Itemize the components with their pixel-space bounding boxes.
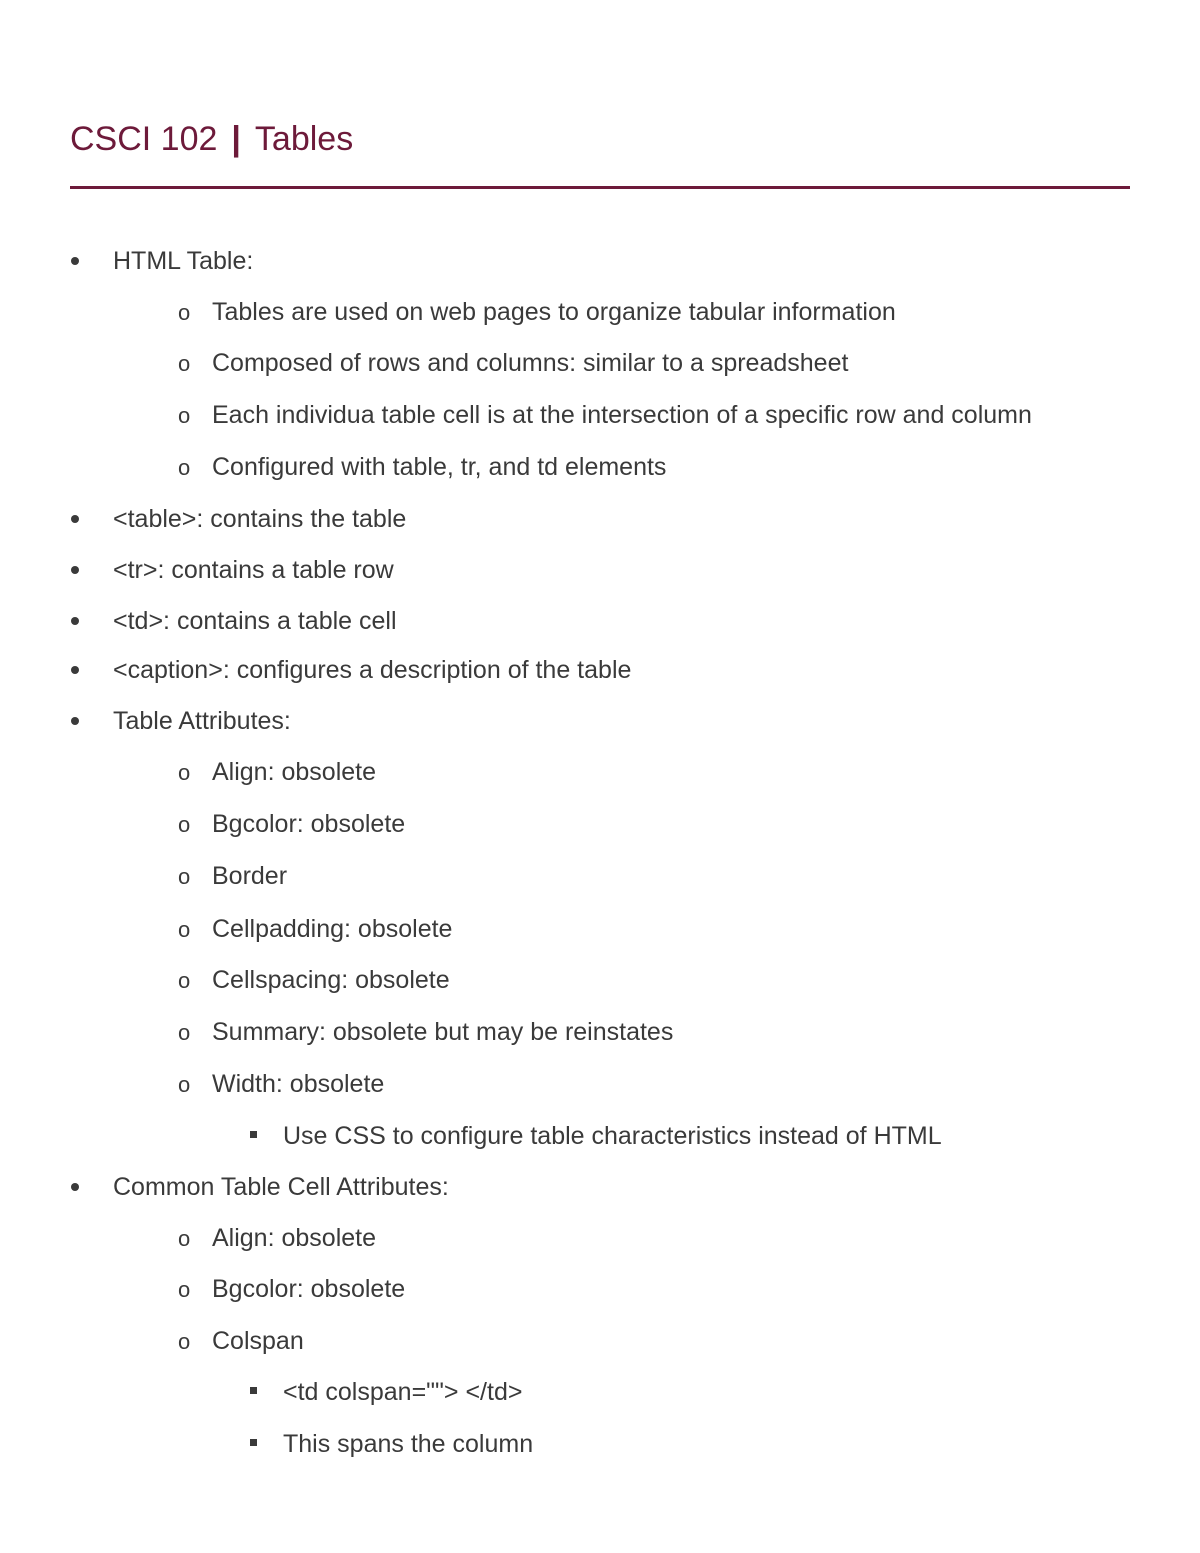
bullet-circle-icon: o (178, 917, 191, 942)
topic-title: Tables (254, 120, 354, 158)
bullet-circle-icon: o (178, 351, 191, 376)
bullet-circle-icon: o (178, 300, 191, 325)
page-title (70, 120, 353, 159)
bullet-dot-icon (71, 617, 79, 625)
bullet-circle-icon: o (178, 864, 191, 889)
list-item: Configured with table, tr, and td elements (212, 453, 667, 481)
list-item: Cellspacing: obsolete (212, 966, 450, 994)
bullet-circle-icon: o (178, 403, 191, 428)
list-item: <tr>: contains a table row (113, 556, 394, 584)
bullet-circle-icon: o (178, 1277, 191, 1302)
bullet-circle-icon: o (178, 1072, 191, 1097)
list-item: Use CSS to configure table characteristics instead of HTML (283, 1122, 942, 1150)
bullet-dot-icon (71, 515, 79, 523)
bullet-circle-icon: o (178, 760, 191, 785)
bullet-square-icon (250, 1439, 257, 1446)
bullet-circle-icon: o (178, 455, 191, 480)
list-item: Bgcolor: obsolete (212, 810, 406, 838)
bullet-circle-icon: o (178, 1020, 191, 1045)
list-item: Summary: obsolete but may be reinstates (212, 1018, 674, 1046)
list-item: <caption>: configures a description of the table (113, 656, 632, 684)
bullet-circle-icon: o (178, 1329, 191, 1354)
list-item: Bgcolor: obsolete (212, 1275, 406, 1303)
bullet-dot-icon (71, 566, 79, 574)
title-underline (70, 186, 1130, 189)
list-item: Tables are used on web pages to organize tabular information (212, 298, 896, 326)
bullet-dot-icon (71, 717, 79, 725)
title-separator: | (231, 120, 241, 158)
list-item: <td colspan=""> </td> (283, 1378, 523, 1406)
bullet-square-icon (250, 1387, 257, 1394)
list-item: Composed of rows and columns: similar to a spreadsheet (212, 349, 849, 377)
bullet-circle-icon: o (178, 812, 191, 837)
course-code: CSCI 102 (70, 120, 218, 158)
list-item: Border (212, 862, 288, 890)
list-item: Align: obsolete (212, 758, 377, 786)
bullet-square-icon (250, 1131, 257, 1138)
list-item: Table Attributes: (113, 707, 291, 735)
list-item: Common Table Cell Attributes: (113, 1173, 449, 1201)
list-item: Each individua table cell is at the intersection of a specific row and column (212, 401, 1032, 429)
bullet-circle-icon: o (178, 1226, 191, 1251)
bullet-dot-icon (71, 666, 79, 674)
list-item: HTML Table: (113, 247, 254, 275)
bullet-circle-icon: o (178, 968, 191, 993)
list-item: Width: obsolete (212, 1070, 385, 1098)
list-item: <table>: contains the table (113, 505, 407, 533)
list-item: <td>: contains a table cell (113, 607, 397, 635)
list-item: Align: obsolete (212, 1224, 377, 1252)
list-item: Colspan (212, 1327, 304, 1355)
list-item: This spans the column (283, 1430, 534, 1458)
list-item: Cellpadding: obsolete (212, 915, 453, 943)
bullet-dot-icon (71, 1183, 79, 1191)
bullet-dot-icon (71, 257, 79, 265)
